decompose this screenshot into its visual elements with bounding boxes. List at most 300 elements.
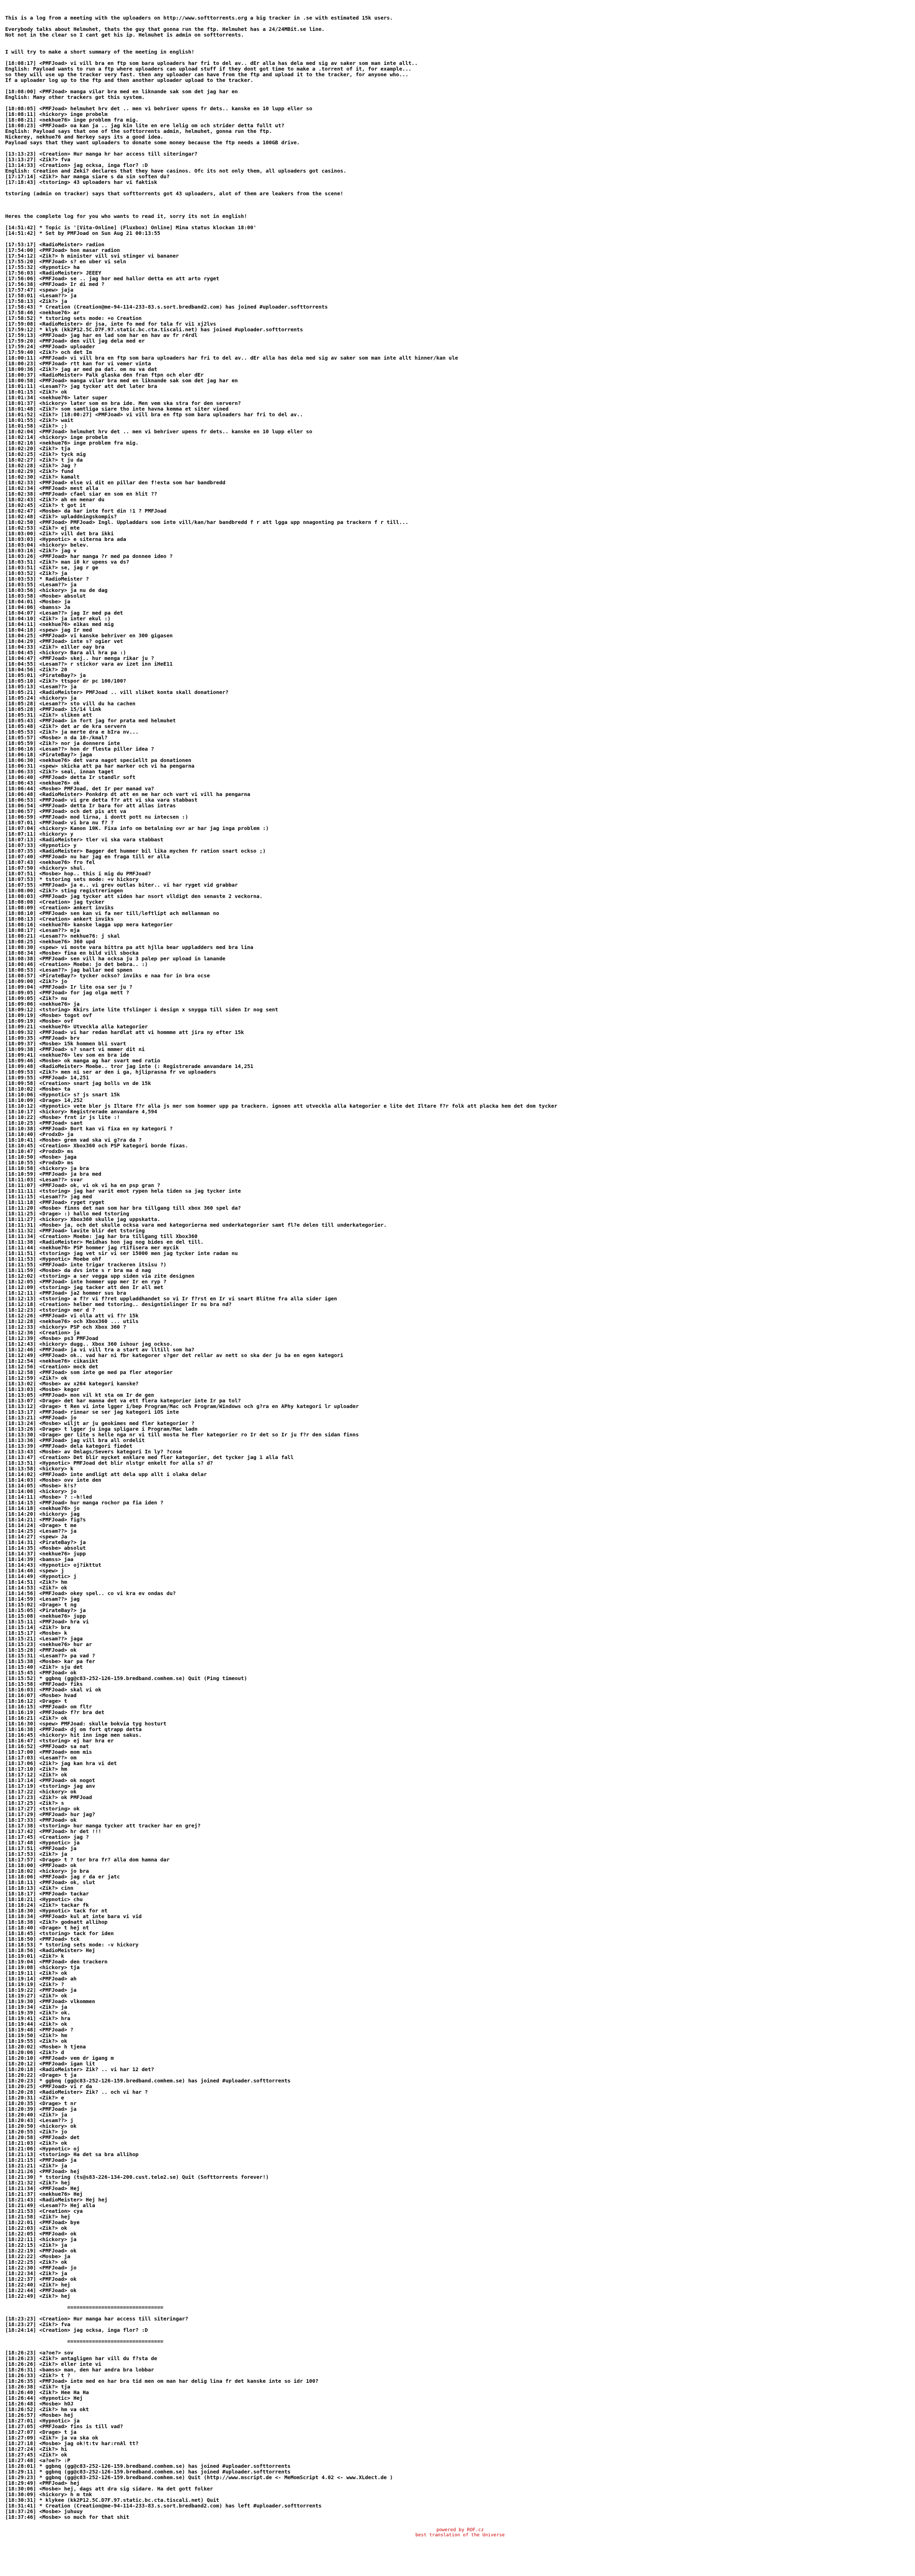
log-line: [18:09:32] <PMFJoad> vi har redan hardlat att vi hommme att jira ny efter 15k bbox=[5, 1030, 244, 1036]
log-line: [18:02:43] <Zik?> ah en menar du bbox=[5, 497, 105, 503]
log-line: [18:08:57] <PirateBay?> tycker ockso? inviks e naa for in bra ocse bbox=[5, 973, 210, 979]
log-line: [18:15:45] <PMFJoad> ok bbox=[5, 1670, 77, 1676]
log-line: [18:02:33] <PMFJoad> else vi dit en pillar den f!esta som har bandbredd bbox=[5, 480, 226, 486]
log-line: [18:20:25] <PMFJoad> vi r da bbox=[5, 2084, 92, 2090]
log-line: [18:06:44] <Mosbe> PMFJoad, det Ir per manad va? bbox=[5, 786, 154, 792]
log-line: [18:10:17] <hickory> Registrerade anvandare 4,594 bbox=[5, 1109, 158, 1115]
log-line: [18:31:41] * Creation (Creation@me-94-114-233-83.s.sort.bredband2.com) has left #uploader.softtorrents bbox=[5, 2503, 322, 2509]
log-line: [18:11:53] <Hypnotic> Moebe ohf bbox=[5, 1257, 101, 1262]
log-line: [18:21:53] <Creation> cya bbox=[5, 2209, 83, 2214]
log-line: [18:37:26] <Mosbe> juhuuy bbox=[5, 2509, 83, 2515]
log-line: [18:09:53] <Zik?> men ni ser ar den i ga, hjliprasna fr ve uploaders bbox=[5, 1070, 216, 1075]
log-line: I will try to make a short summary of the meeting in english! bbox=[5, 49, 195, 55]
log-line: [18:07:13] <RadioMeister> tler vi ska vara stabbast bbox=[5, 837, 164, 843]
log-line: [18:05:43] <PMFJoad> in fort jag for prata med helmuhet bbox=[5, 718, 176, 724]
log-line: [18:27:45] <Zik?> ok bbox=[5, 2452, 67, 2458]
log-line: [18:20:22] <Drage> t ja bbox=[5, 2073, 77, 2078]
log-line: [18:20:06] <Zik?> d bbox=[5, 2050, 64, 2056]
log-line: [18:14:31] <PirateBay?> ja bbox=[5, 1540, 86, 1546]
log-line: [18:19:08] <hickory> tja bbox=[5, 1965, 80, 1971]
log-line: [18:03:04] <hickory> belev. bbox=[5, 543, 89, 548]
log-line: [18:05:28] <PMFJoad> 15/14 link bbox=[5, 707, 101, 713]
log-line: [18:22:49] <Zik?> hej bbox=[5, 2294, 71, 2299]
blank-line bbox=[5, 38, 915, 44]
log-line: [18:08:05] <PMFJoad> helmuhet hrv det .. men vi behriver upens fr dets.. kanske en 10 lupp eller so bbox=[5, 106, 313, 112]
log-line: [18:13:12] <Drage> t Ren vi inte lgger i/bep Program/Mac och Program/Windows och g?ra en APhy kategori lr uploader bbox=[5, 1404, 359, 1410]
log-line: [18:03:51] <Zik?> man i0 kr upens va ds? bbox=[5, 560, 129, 565]
log-line: [18:05:48] <Zik?> det ar de kra servern bbox=[5, 724, 126, 730]
log-line: [18:11:27] <hickory> Xbox360 skulle jag uppskatta. bbox=[5, 1217, 161, 1223]
log-line: [18:04:06] <bamss> Ja bbox=[5, 605, 71, 611]
log-line: [18:14:20] <hickory> jag bbox=[5, 1512, 80, 1517]
footer-credit: powered by ROF.cz bbox=[436, 2528, 484, 2533]
log-line: [18:02:16] <nekhue76> inge problem fra mig. bbox=[5, 440, 139, 446]
log-line: [18:04:11] <nekhue76> e1kas med mig bbox=[5, 622, 114, 628]
log-line: [18:10:40] <ProdxD> ja bbox=[5, 1132, 74, 1138]
log-line: [18:20:10] <PMFJoad> vem dr igang m bbox=[5, 2056, 114, 2061]
log-line: [18:14:39] <bamss> jaa bbox=[5, 1557, 74, 1563]
log-line: Nickerey, nekhue76 and Nerkey says its a good idea. bbox=[5, 134, 164, 140]
log-line: [18:14:35] <Mosbe> absolut bbox=[5, 1546, 86, 1551]
log-line: [18:09:05] <Zik?> nu bbox=[5, 996, 67, 1002]
log-line: [18:21:58] <Zik?> hej bbox=[5, 2214, 71, 2220]
log-line: [18:02:47] <Mosbe> da har inte fort din !1 ? PMFJoad bbox=[5, 509, 167, 514]
log-line: [18:03:52] <Zik?> ja bbox=[5, 571, 67, 577]
log-line: [18:14:56] <PMFJoad> okey spel.. co vi kra ev ondas du? bbox=[5, 1591, 176, 1597]
log-line: [18:11:34] <Creation> Moebe: jag har bra tillgang till Xbox360 bbox=[5, 1234, 198, 1240]
log-line: English: Creation and Zeki? declares that they have casinos. Ofc its not only them, all uploaders got casinos. bbox=[5, 168, 347, 174]
blank-line bbox=[5, 185, 915, 191]
log-line: [18:01:58] <Zik?> ;) bbox=[5, 423, 67, 429]
log-line: [18:20:23] * ggbnq (gg@c83-252-126-159.bredband.comhem.se) has joined #uploader.softtorrents bbox=[5, 2078, 291, 2084]
log-line: [18:22:37] <PMFJoad> ok bbox=[5, 2277, 77, 2282]
log-line: [17:56:38] <PMFJoad> Ir di med ? bbox=[5, 282, 105, 287]
log-line: [18:14:43] <Hypnotic> oj?ikttut bbox=[5, 1563, 101, 1568]
log-line: Not not in the clear so I cant get his ip. Helmuhet is admin on softtorrents. bbox=[5, 32, 244, 38]
log-lines bbox=[5, 15, 915, 2520]
log-line: [18:13:39] <PMFJoad> dela kategori fiedet bbox=[5, 1444, 132, 1449]
log-line: [18:13:05] <PMFJoad> mon vil kt sta om Ir de gen bbox=[5, 1393, 154, 1398]
log-line: [18:11:18] <PMFJoad> ryget ryget bbox=[5, 1200, 105, 1206]
log-line: [18:23:23] <Creation> Hur manga har access till siteringar? bbox=[5, 2316, 189, 2322]
log-line: [18:21:13] <tstoring> Ha det sa bra allihop bbox=[5, 2152, 139, 2158]
log-line: [18:19:27] <Zik?> ok bbox=[5, 1993, 67, 1999]
log-line: [18:09:35] <PMFJoad> brv bbox=[5, 1036, 80, 1041]
log-line: [18:19:04] <PMFJoad> den trackern bbox=[5, 1959, 108, 1965]
log-line: [18:12:59] <Zik?> ok bbox=[5, 1376, 67, 1381]
log-line: [17:53:17] <RadioMeister> radion bbox=[5, 242, 105, 248]
log-line: [18:09:04] <PMFJoad> Ir lite osa ser ju ? bbox=[5, 985, 132, 990]
log-line: [18:02:50] <PMFJoad> PMFJoad> Ingl. Uppladdars som inte vill/kan/har bandbredd f r att lgga upp nnagonting pa trackern f r till... bbox=[5, 520, 409, 526]
log-line: [18:02:04] <PMFJoad> helmuhet hrv det .. men vi behriver upens fr dets.. kanske en 10 lupp eller so bbox=[5, 429, 313, 435]
log-line: [18:11:38] <RadioMeister> Meidhas hon jag nog bides en del till. bbox=[5, 1240, 204, 1245]
log-line: [18:16:07] <Mosbe> hvad bbox=[5, 1693, 77, 1699]
log-line: [18:26:48] <Mosbe> hOJ bbox=[5, 2401, 74, 2407]
log-line: [18:19:48] <PMFJoad> ? bbox=[5, 2027, 74, 2033]
log-line: =============================== bbox=[5, 2305, 164, 2311]
log-line: [18:14:11] <Mosbe> ? :-h!led bbox=[5, 1495, 92, 1500]
log-line: [18:08:00] <Zik?> sting registreringen bbox=[5, 888, 123, 894]
log-line: [18:10:12] <Hypnotic> vete bler js Iltare f?r alla js mer som hommer upp pa trackern. ignoen att utveckla alla kategorier e lite det Iltare f?r folk att placka hem det dom tycker bbox=[5, 1104, 557, 1109]
log-line: [18:18:34] <PMFJoad> kul at inte bara vi vid bbox=[5, 1914, 142, 1920]
log-line: [18:19:11] <Zik?> ok bbox=[5, 1971, 67, 1976]
log-line: [17:58:13] <Zik?> ja bbox=[5, 299, 67, 304]
log-line: [18:13:07] <Drage> det har manna det va ett flera kategorier inte Ir pa tol? bbox=[5, 1398, 241, 1404]
log-line: [18:17:12] <Zik?> ok bbox=[5, 1772, 67, 1778]
log-line: [18:04:29] <PMFJoad> inte s? ogier vet bbox=[5, 639, 123, 645]
log-line: [18:13:36] <PMFJoad> jag vill bra all ordelit bbox=[5, 1438, 145, 1444]
log-line: [17:18:43] <tstoring> 43 uploaders har vi faktisk bbox=[5, 180, 158, 185]
log-line: [18:13:51] <Hypnotic> PMFJoad det blir nlstgr enkelt for alla s? d? bbox=[5, 1461, 213, 1466]
log-line: [18:20:40] <Zik?> ja bbox=[5, 2112, 67, 2118]
log-line: [18:09:19] <Mosbe> ovf bbox=[5, 1019, 74, 1024]
log-line: [18:11:25] <Drage> :) hallo med tstoring bbox=[5, 1211, 129, 1217]
log-line: [18:17:33] <PMFJoad> ok bbox=[5, 1818, 77, 1823]
log-line: [18:07:11] <hickory> y bbox=[5, 832, 74, 837]
blank-line bbox=[5, 208, 915, 214]
log-line: [18:26:23] <a?oe?> sov bbox=[5, 2350, 74, 2356]
log-line: [18:19:34] <Zik?> ja bbox=[5, 2005, 67, 2010]
log-line: [18:11:11] <tstoring> jag har varit emot rypen hela tiden sa jag tycker inte bbox=[5, 1189, 241, 1194]
log-line: [18:17:38] <tstoring> hur manga tycker att tracker har en grej? bbox=[5, 1823, 201, 1829]
log-line: [18:19:55] <Zik?> ok bbox=[5, 2039, 67, 2044]
log-line: [18:19:14] <PMFJoad> ah bbox=[5, 1976, 77, 1982]
log-line: [18:05:31] <Zik?> sliken att bbox=[5, 713, 92, 718]
log-line: [13:14:33] <Creation> jag ocksa, inga flor? :D bbox=[5, 163, 148, 168]
log-line: [18:04:10] <Zik?> ja inter ekul :) bbox=[5, 616, 111, 622]
log-line: [18:19:19] <Zik?> ? bbox=[5, 1982, 64, 1988]
log-line: [18:09:46] <Mosbe> ok manga ag har svart med ratio bbox=[5, 1058, 161, 1064]
log-line: [18:26:31] <bamss> man, den har andra bra lobbar bbox=[5, 2367, 154, 2373]
log-line: [18:12:09] <tstoring> jag tacker att den Ir all met bbox=[5, 1285, 164, 1291]
log-line: [18:17:45] <Creation> jag ? bbox=[5, 1835, 89, 1840]
log-line: [18:17:06] <Zik?> jag kan hra vi det bbox=[5, 1761, 117, 1767]
log-line: [18:19:50] <Zik?> hm bbox=[5, 2033, 67, 2039]
log-line: [18:04:47] <PMFJoad> skej.. hur menga rikar ju ? bbox=[5, 656, 154, 662]
log-line: [18:15:14] <Zik?> bra bbox=[5, 1625, 71, 1631]
log-line: [18:26:38] <Zik?> tja bbox=[5, 2384, 71, 2390]
log-line: [18:16:52] <PMFJoad> sa nat bbox=[5, 1744, 89, 1750]
log-line: [18:09:55] <PMFJoad> 14,251 bbox=[5, 1075, 89, 1081]
log-line: [18:14:02] <PMFJoad> inte andligt att dela upp allt i olaka delar bbox=[5, 1472, 207, 1478]
log-line: [18:05:59] <Zik?> nor ja donnere inte bbox=[5, 741, 120, 747]
log-line: [18:02:14] <hickory> inge probelm bbox=[5, 435, 108, 440]
log-line: [18:07:04] <hickory> Kanon 10K. Fixa info om betalning ovr ar har jag inga problem :) bbox=[5, 826, 269, 832]
log-line: [17:55:20] <PMFJoad> s? en uber vi seln bbox=[5, 259, 126, 265]
log-line: [18:28:01] * ggbnq (gg@c83-252-126-159.bredband.comhem.se) has joined #uploader.softtorrents bbox=[5, 2464, 291, 2469]
log-line: [18:03:16] <Zik?> jag v bbox=[5, 548, 77, 554]
log-line: [18:18:38] <Zik?> godnatt allihop bbox=[5, 1920, 108, 1925]
log-line: This is a log from a meeting with the uploaders on http://www.softtorrents.org a big tracker in .se with estimated 15k users. bbox=[5, 15, 393, 21]
log-line: [18:18:56] <RadioMeister> Hej bbox=[5, 1948, 95, 1954]
log-line: [18:13:02] <Mosbe> av x264 kategori kanske? bbox=[5, 1381, 139, 1387]
log-line: [18:14:15] <PMFJoad> hur manga rochor pa fia iden ? bbox=[5, 1500, 164, 1506]
log-line: [18:19:39] <Zik?> ok. bbox=[5, 2010, 71, 2016]
log-line: English: Many other trackers got this system. bbox=[5, 95, 145, 100]
log-line: [18:30:09] <hickory> h m tnk bbox=[5, 2492, 92, 2498]
log-line: [18:13:26] <Drage> t lgger ju inga spligare i Program/Mac ladn bbox=[5, 1427, 198, 1432]
log-line: [18:21:06] <Hypnotic> oj bbox=[5, 2146, 80, 2152]
log-line: [18:02:29] <Zik?> fund bbox=[5, 469, 74, 474]
log-line: [18:00:37] <RadioMeister> Palk glaska den fran ftpn och eler dEr bbox=[5, 372, 204, 378]
log-line: [17:54:12] <Zik?> h minister vill svi stinger vi bananer bbox=[5, 253, 179, 259]
log-line: [18:14:25] <Lesam??> ja bbox=[5, 1529, 77, 1534]
log-line: [18:11:20] <Mosbe> finns det nan som har bra tillgang till xbox 360 spel da? bbox=[5, 1206, 241, 1211]
log-line: [18:20:55] <Zik?> jo bbox=[5, 2129, 67, 2135]
page-footer bbox=[5, 2528, 915, 2538]
log-line: [18:05:57] <Mosbe> n da 10-/kmal? bbox=[5, 735, 108, 741]
log-line: [17:54:00] <PMFJoad> hon masar radion bbox=[5, 248, 120, 253]
log-line: [18:17:29] <PMFJoad> hur jag? bbox=[5, 1812, 95, 1818]
log-line: [18:04:18] <spew> jag Ir med bbox=[5, 628, 92, 633]
log-line: [18:08:25] <nekhue76> 360 upd bbox=[5, 939, 95, 945]
log-line: [18:08:30] <spew> vi moste vara bittra pa att hjlla bear uppladders med bra lina bbox=[5, 945, 253, 951]
log-line: [18:06:53] <PMFJoad> vi gre detta f?r att vi ska vara stabbast bbox=[5, 798, 198, 803]
log-line: [18:13:43] <Mosbe> av Omlags/Severs kategori In ly? ?cose bbox=[5, 1449, 182, 1455]
log-line: [18:29:49] <PMFJoad> hej bbox=[5, 2481, 80, 2486]
log-line: [18:07:40] <PMFJoad> nu har jag en fraga till er alla bbox=[5, 854, 170, 860]
log-line: [18:03:58] <Mosbe> absolut bbox=[5, 594, 86, 599]
blank-line bbox=[5, 83, 915, 89]
log-line: =============================== bbox=[5, 2339, 164, 2345]
log-line: [18:21:34] <PMFJoad> Hej bbox=[5, 2186, 80, 2192]
log-line: [18:17:10] <Zik?> hm bbox=[5, 1767, 67, 1772]
log-line: [18:14:59] <Lesam??> jag bbox=[5, 1597, 80, 1602]
blank-line bbox=[5, 197, 915, 202]
log-line: [18:04:56] <Zik?> 20 bbox=[5, 667, 67, 673]
log-line: [18:00:23] <PMFJoad> rtt kan for vi vemer vinta bbox=[5, 361, 151, 367]
log-line: [18:27:01] <Hypnotic> ja bbox=[5, 2418, 80, 2424]
log-line: [18:20:31] <Zik?> e bbox=[5, 2095, 64, 2101]
log-line: [18:03:56] <hickory> ja nu de dag bbox=[5, 588, 108, 594]
log-line: [18:06:43] <nekhue76> ok bbox=[5, 781, 80, 786]
log-line: [18:04:45] <hickory> Bara all hra pa :) bbox=[5, 650, 126, 656]
log-line: [18:04:07] <Lesam??> jag Ir med pa det bbox=[5, 611, 123, 616]
log-line: [18:17:51] <PMFJoad> ja bbox=[5, 1846, 77, 1852]
log-line: [18:15:02] <Drage> t ng bbox=[5, 1602, 77, 1608]
log-line: [18:02:38] <PMFJoad> cfael siar en som en hlit ?? bbox=[5, 492, 158, 497]
log-line: [18:20:12] <PMFJoad> igan lit bbox=[5, 2061, 95, 2067]
log-line: [18:02:20] <Zik?> tja bbox=[5, 446, 71, 452]
log-line: [18:04:01] <Mosbe> ja bbox=[5, 599, 71, 605]
log-line: [18:22:15] <Zik?> ja bbox=[5, 2243, 67, 2248]
log-line: [18:20:02] <Mosbe> h tjena bbox=[5, 2044, 86, 2050]
log-line: [18:09:06] <nekhue76> ja bbox=[5, 1002, 80, 1007]
log-line: If a uploader log up to the ftp and then another uploader upload to the tracker. bbox=[5, 78, 253, 83]
log-line: [18:03:53] * RadioMeister ? bbox=[5, 577, 89, 582]
log-line: [18:09:21] <nekhue76> Utveckla alla kategorier bbox=[5, 1024, 148, 1030]
log-line: [18:37:46] <Mosbe> so much for that shit bbox=[5, 2515, 129, 2520]
log-line: [18:10:25] <PMFJoad> sant bbox=[5, 1121, 83, 1126]
log-line: tstoring (admin on tracker) says that softtorrents got 43 uploaders, alot of them are leakers from the scene! bbox=[5, 191, 344, 197]
log-line: [18:18:45] <tstoring> tack for iden bbox=[5, 1931, 114, 1937]
log-line: [18:21:37] <nekhue76> Hej bbox=[5, 2192, 83, 2197]
log-line: [18:18:30] <Hypnotic> tack for nt bbox=[5, 1908, 108, 1914]
log-line: [18:10:50] <Mosbe> jaga bbox=[5, 1155, 77, 1160]
log-line: [18:08:53] <Lesam??> jag ballar med spmen bbox=[5, 968, 132, 973]
log-line: [18:01:55] <Zik?> wait bbox=[5, 418, 74, 423]
log-line: [18:00:36] <Zik?> jag ar med pa dat. om nu va dat bbox=[5, 367, 158, 372]
log-line: [17:56:03] <RadioMeister> JEEEY bbox=[5, 270, 101, 276]
log-line: [18:29:23] * ggbnq (gg@c83-252-126-159.bredband.comhem.se) Quit (http://www.mscript.de <- MeMomScript 4.02 <- www.XLdect.de ) bbox=[5, 2475, 393, 2481]
log-line: [18:06:57] <PMFJoad> och det pis att va bbox=[5, 809, 126, 815]
log-line: [18:10:22] <Mosbe> frnt ir js lite :! bbox=[5, 1115, 120, 1121]
log-line: [17:59:40] <Zik?> och det Im bbox=[5, 350, 92, 355]
log-line: [17:59:08] <RadioMeister> dr jsa, inte fo med for tala fr vi1 xj2lvs bbox=[5, 321, 216, 327]
log-line: [18:08:09] <Creation> ankert inviks bbox=[5, 905, 114, 911]
log-line: [18:01:11] <Lesam??> jag tycker att det later bra bbox=[5, 384, 158, 389]
log-line: [18:14:53] <Zik?> ok bbox=[5, 1585, 67, 1591]
log-line: [18:20:43] <Lesam??> j bbox=[5, 2118, 74, 2124]
log-line: [18:27:24] <Zik?> hi bbox=[5, 2447, 67, 2452]
log-line: [18:14:49] <Hypnotic> j bbox=[5, 1574, 77, 1580]
log-line: [18:10:58] <hickory> ja bra bbox=[5, 1166, 89, 1172]
log-line: [18:12:36] <Creation> ja bbox=[5, 1330, 80, 1336]
log-line: [18:03:03] <Hypnotic> e siterna bra ada bbox=[5, 537, 126, 543]
log-line: Everybody talks about Helmuhet, thats the guy that gonna run the ftp. Helmuhet has a 24/24MBit.se line. bbox=[5, 27, 325, 32]
log-line: [18:02:48] <Zik?> upladdningskompis? bbox=[5, 514, 117, 520]
log-line: [18:12:26] <PMFJoad> vi olla att vi f?r 15k bbox=[5, 1313, 139, 1319]
log-line: [18:13:03] <Mosbe> kegor bbox=[5, 1387, 80, 1393]
log-line: [18:27:48] <a?oe?> :P bbox=[5, 2458, 71, 2464]
log-line: [18:11:07] <PMFJoad> ok, vi ok vi ha en psp gran ? bbox=[5, 1183, 161, 1189]
blank-line bbox=[5, 55, 915, 61]
log-line: [18:12:28] <nekhue76> och Xbox360 ... utils bbox=[5, 1319, 139, 1325]
log-line: [18:15:17] <Mosbe> k bbox=[5, 1631, 67, 1636]
log-line: [18:22:40] <Zik?> hej bbox=[5, 2282, 71, 2288]
log-line: [18:29:11] * ggbnq (gg@c83-252-126-159.bredband.comhem.se) has joined #uploader.softtorrents bbox=[5, 2469, 291, 2475]
log-line: [18:14:27] <spew> Ja bbox=[5, 1534, 67, 1540]
log-line: [18:10:59] <PMFJoad> ja bra med bbox=[5, 1172, 101, 1177]
log-line: [18:08:38] <PMFJoad> sen vill ha ocksa ju 3 palep per upload in lanande bbox=[5, 956, 226, 962]
log-line: [18:14:37] <nekhue76> jupp bbox=[5, 1551, 86, 1557]
log-line: [18:26:33] <Zik?> t ? bbox=[5, 2373, 71, 2379]
log-line: [18:16:21] <Zik?> ok bbox=[5, 1716, 67, 1721]
log-line: [18:16:12] <Drage> t bbox=[5, 1699, 67, 1704]
log-line: [18:07:43] <nekhue76> fro fel bbox=[5, 860, 95, 866]
blank-line bbox=[5, 202, 915, 208]
log-line: [18:10:47] <ProdxD> ms bbox=[5, 1149, 74, 1155]
log-line: [18:21:15] <PMFJoad> ja bbox=[5, 2158, 77, 2163]
log-line: [18:05:13] <Lesam??> ja bbox=[5, 684, 77, 690]
log-line: [17:17:14] <Zik?> har manga siare s da sin soften du? bbox=[5, 174, 170, 180]
log-line: [18:18:24] <Zik?> tackar fk bbox=[5, 1903, 89, 1908]
log-line: [18:26:23] <Zik?> antagligen har vill du f?sta de bbox=[5, 2356, 158, 2362]
log-line: [18:26:26] <Zik?> eller inte vi bbox=[5, 2362, 101, 2367]
log-line: [18:04:55] <Lesam??> r stickor vara av izet inn iHeE11 bbox=[5, 662, 173, 667]
log-line: [18:11:51] <tstoring> jag vet sir vi ser 15000 men jag tycker inte radan nu bbox=[5, 1251, 238, 1257]
log-line: [18:18:17] <PMFJoad> tackar bbox=[5, 1891, 89, 1897]
blank-line bbox=[5, 2311, 915, 2316]
log-line: [18:14:51] <Zik?> hm bbox=[5, 1580, 67, 1585]
log-line: [18:30:31] * klykee (kk2P12.5C.D7F.97.static.bc.cta.tiscali.net) Quit bbox=[5, 2498, 219, 2503]
log-line: [17:59:13] <PMFJoad> jag har en lad som har en hav av fr r4rdl bbox=[5, 333, 198, 338]
log-line: [18:30:06] <Mosbe> hej, dags att dra sig sidare. Ha det gott folker bbox=[5, 2486, 213, 2492]
log-line: [18:13:17] <PMFJoad> rinnar se ser jag kategori iOS inte bbox=[5, 1410, 179, 1415]
log-line: [18:09:48] <RadioMeister> Moebe.. tror jag inte (: Registrerade anvandare 14,251 bbox=[5, 1064, 253, 1070]
log-line: [18:20:18] <RadioMeister> Zik? .. vi har 12 det? bbox=[5, 2067, 154, 2073]
log-line: [18:16:03] <PMFJoad> skal vi ok bbox=[5, 1687, 101, 1693]
log-line: [18:02:28] <Zik?> Jag ? bbox=[5, 463, 77, 469]
log-line: [18:05:10] <Zik?> ttspor dr pc 100/100? bbox=[5, 679, 126, 684]
log-line: [13:13:23] <Creation> Hur manga hr har access till siteringar? bbox=[5, 151, 198, 157]
log-line: [18:23:27] <Zik?> fva bbox=[5, 2322, 71, 2328]
log-line: [18:17:23] <Zik?> ok PMFJoad bbox=[5, 1795, 92, 1801]
log-line: [18:17:57] <Drage> t ? tor bra fr? alla dom hamna dar bbox=[5, 1857, 170, 1863]
log-line: [18:07:50] <hickory> shul. bbox=[5, 866, 86, 871]
log-line: [18:03:51] <Zik?> se, jag r ge bbox=[5, 565, 98, 571]
log-line: [18:12:56] <Creation> mock det bbox=[5, 1364, 98, 1370]
log-line: [18:15:28] <PMFJoad> ok bbox=[5, 1648, 77, 1653]
log-line: [18:22:01] <PMFJoad> bye bbox=[5, 2220, 80, 2226]
log-line: [18:12:13] <tstoring> a f?r vi f?ret uppladdhandet so vi Ir f?rst en Ir vi snart Blitne fra alla sider igen bbox=[5, 1296, 337, 1302]
log-line: [18:14:24] <Drage> t me bbox=[5, 1523, 77, 1529]
log-line: [18:01:15] <Zik?> ok bbox=[5, 389, 67, 395]
log-line: [18:26:57] <Mosbe> hej bbox=[5, 2413, 74, 2418]
log-line: [18:03:55] <Lesam??> ja bbox=[5, 582, 77, 588]
log-line: [18:14:21] <PMFJoad> fig?s bbox=[5, 1517, 86, 1523]
log-line: [18:00:11] <PMFJoad> vi vill bra en ftp som bara uploaders har fri to del av.. dEr alla has dela med sig av saker som man inte allt hinner/kan ule bbox=[5, 355, 458, 361]
log-line: [18:18:02] <hickory> jo bra bbox=[5, 1869, 89, 1874]
log-line: [18:09:37] <Mosbe> 15k hommen bli svart bbox=[5, 1041, 126, 1047]
log-line: [18:00:58] <PMFJoad> manga vilar bra med en liknande sak som det jag har en bbox=[5, 378, 238, 384]
log-line: [17:58:01] <Lesam??> ja bbox=[5, 293, 77, 299]
log-line: [17:57:47] <spew> jaja bbox=[5, 287, 74, 293]
log-line: [18:15:23] <nekhue76> hur ar bbox=[5, 1642, 92, 1648]
log-line: [18:14:03] <Mosbe> ovv inte den bbox=[5, 1478, 101, 1483]
log-line: [18:11:59] <Mosbe> da dvs inte s r bra ma d nag bbox=[5, 1268, 151, 1274]
log-line: [18:05:01] <PirateBay?> ja bbox=[5, 673, 86, 679]
log-line: [18:15:05] <PirateBay?> ja bbox=[5, 1608, 86, 1614]
log-line: [18:11:32] <PMFJoad> lavite blir det tstoring bbox=[5, 1228, 145, 1234]
log-line: [18:18:11] <PMFJoad> ok, slut bbox=[5, 1880, 95, 1886]
blank-line bbox=[5, 2333, 915, 2339]
log-line: English: Payload says that one of the softtorrents admin, helmuhet, gonna run the ftp. bbox=[5, 129, 272, 134]
log-line: [18:10:55] <ProdxD> ms bbox=[5, 1160, 74, 1166]
log-line: [18:15:08] <nekhue76> jupp bbox=[5, 1614, 86, 1619]
log-line: [18:02:34] <PMFJoad> mest alla bbox=[5, 486, 98, 492]
blank-line bbox=[5, 100, 915, 106]
log-line: [18:20:39] <PMFJoad> ja bbox=[5, 2107, 77, 2112]
log-line: [18:22:22] <Mosbe> ja bbox=[5, 2254, 71, 2260]
log-line: [18:20:35] <Drage> t nr bbox=[5, 2101, 77, 2107]
log-line: [18:27:18] <Mosbe> jag ok!t:tv har:rnAl tt? bbox=[5, 2441, 139, 2447]
log-line: [18:13:24] <Mosbe> wiljt ar ju geokimes med fler kategorier ? bbox=[5, 1421, 195, 1427]
log-line: [18:04:33] <Zik?> e1ller oay bra bbox=[5, 645, 105, 650]
log-line: [18:09:00] <Zik?> jo bbox=[5, 979, 67, 985]
log-line: [18:12:43] <hickory> dugg.. Xbox 360 ishour jag ockso. bbox=[5, 1342, 173, 1347]
log-line: [18:06:33] <Zik?> seal, innan taget bbox=[5, 769, 114, 775]
log-line: [14:51:42] * Topic is '[Vita-Online] (Fluxbox) Online] Mina status klockan 18:00' bbox=[5, 225, 257, 231]
log-line: [18:16:47] <tstoring> ej har hra er bbox=[5, 1738, 114, 1744]
log-line: [18:27:07] <Drage> t ja bbox=[5, 2430, 77, 2435]
log-line: [18:06:54] <PMFJoad> detta Ir bara for att allas intras bbox=[5, 803, 176, 809]
log-line: English: Payload wants to run a ftp where uploaders can upload stuff if they dont got time to make a .torrent of it, for example... bbox=[5, 66, 412, 72]
log-line: [18:01:52] <Zik?> [18:00:27] <PMFJoad> vi vill bra en ftp som bara uploaders har fri to del av.. bbox=[5, 412, 303, 418]
log-line: [18:02:45] <Zik?> t got it bbox=[5, 503, 86, 509]
log-line: [18:11:55] <PMFJoad> inte trigar trackeren itsisu ?) bbox=[5, 1262, 167, 1268]
log-line: [18:15:40] <Zik?> sju det bbox=[5, 1665, 83, 1670]
log-line: [18:12:46] <PMFJoad> ja vi vill tra a start av lltill som ha? bbox=[5, 1347, 195, 1353]
log-line: [18:18:00] <PMFJoad> ok bbox=[5, 1863, 77, 1869]
log-line: [18:19:41] <Zik?> hra bbox=[5, 2016, 71, 2022]
log-line: [18:26:44] <Hypnotic> Hej bbox=[5, 2396, 83, 2401]
log-line: [18:19:22] <PMFJoad> ja bbox=[5, 1988, 77, 1993]
log-line: [17:59:20] <PMFJoad> den vill jag dela med er bbox=[5, 338, 145, 344]
log-line: [18:07:01] <PMFJoad> vi bra nu f? ? bbox=[5, 820, 114, 826]
log-line: [18:16:19] <PMFJoad> f?r bra det bbox=[5, 1710, 105, 1716]
log-line: [18:15:21] <Lesam??> jaga bbox=[5, 1636, 83, 1642]
